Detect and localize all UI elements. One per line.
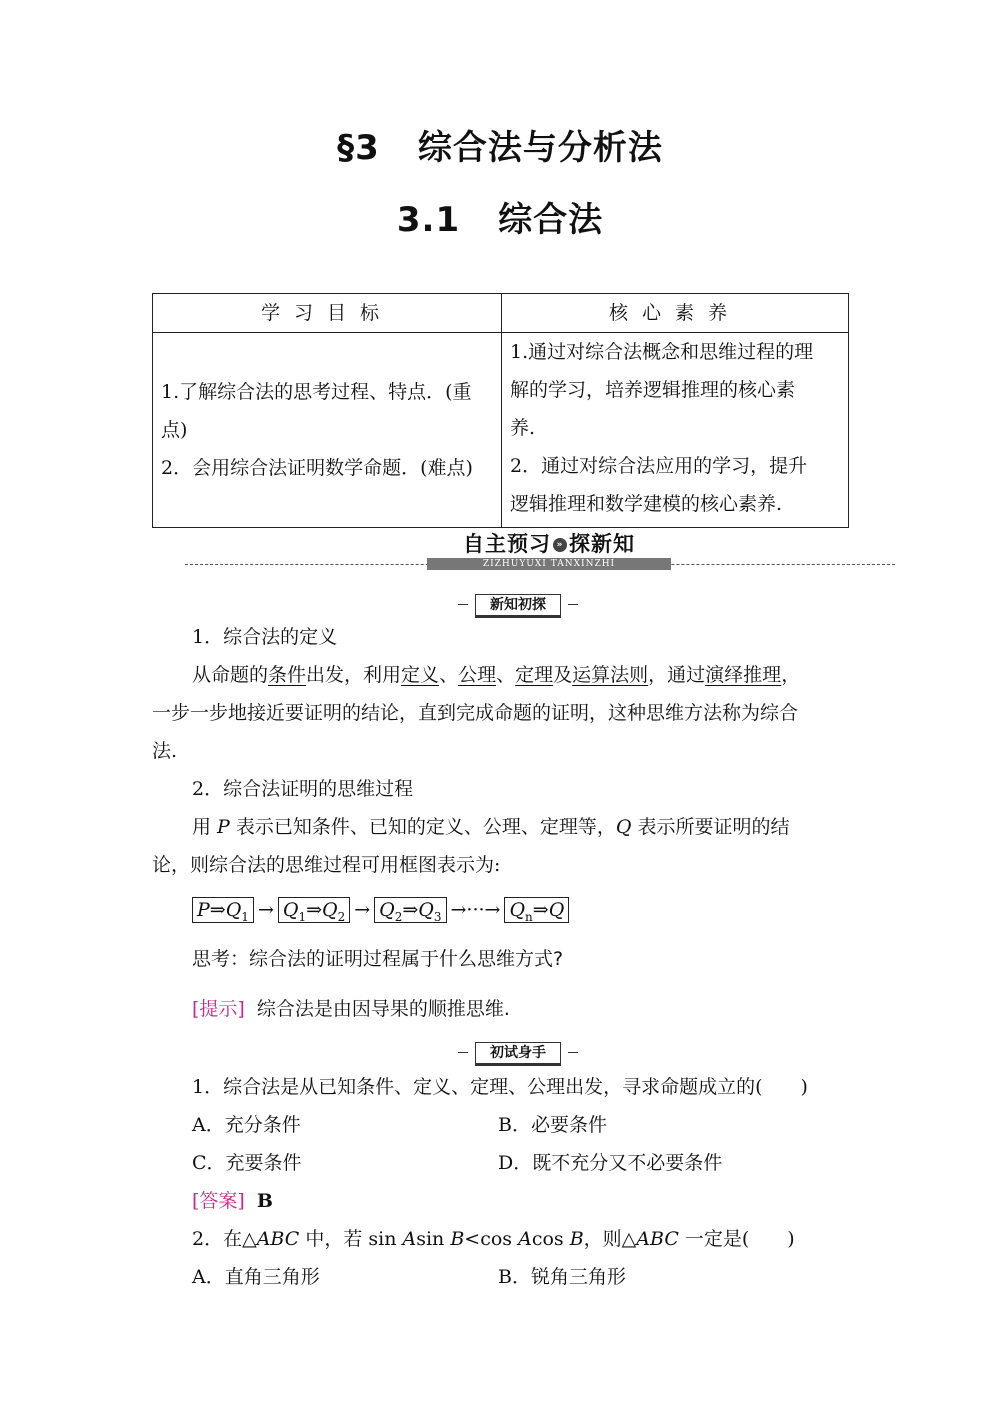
flow-box-3 bbox=[374, 897, 446, 923]
implies-symbol: ⇒ bbox=[306, 899, 322, 921]
subscript: 1 bbox=[241, 909, 249, 924]
math-var: B bbox=[569, 1228, 584, 1250]
text: 表示已知条件、已知的定义、公理、定理等， bbox=[229, 816, 616, 838]
banner-pinyin: ZIZHUYUXI TANXINZHI bbox=[427, 558, 671, 570]
q1-option-d: D．既不充分又不必要条件 bbox=[498, 1152, 723, 1174]
s1-line1 bbox=[192, 656, 800, 694]
underlined-term: 运算法则 bbox=[572, 664, 649, 686]
banner-right-text: 探新知 bbox=[569, 532, 635, 556]
text: sin bbox=[416, 1228, 451, 1250]
flow-box-1 bbox=[192, 897, 254, 923]
math-var: A bbox=[518, 1228, 532, 1250]
underlined-term: 定义 bbox=[401, 664, 440, 686]
underlined-term: 定理 bbox=[515, 664, 554, 686]
literacy-line: 逻辑推理和数学建模的核心素养. bbox=[510, 493, 783, 515]
text: ，则△ bbox=[583, 1228, 637, 1250]
core-literacy-cell bbox=[502, 333, 849, 528]
s1-line2: 一步一步地接近要证明的结论，直到完成命题的证明，这种思维方法称为综合 bbox=[152, 702, 799, 724]
section-title bbox=[0, 192, 1000, 241]
math-var: Q bbox=[282, 899, 299, 921]
hint-line bbox=[192, 990, 510, 1028]
text: 表示所要证明的结 bbox=[631, 816, 790, 838]
math-var: A bbox=[402, 1228, 417, 1250]
q1-option-a: A．充分条件 bbox=[192, 1114, 301, 1136]
math-var: Q bbox=[509, 899, 526, 921]
learning-goals-table bbox=[152, 293, 849, 528]
arrow-right-icon: → bbox=[354, 899, 371, 921]
goal-line: 点) bbox=[161, 419, 188, 441]
literacy-line: 解的学习，培养逻辑推理的核心素 bbox=[510, 379, 796, 401]
flow-box-2 bbox=[278, 897, 350, 923]
page-title bbox=[0, 120, 1000, 169]
s1-heading: 1．综合法的定义 bbox=[192, 626, 338, 648]
flow-box-4 bbox=[504, 897, 569, 923]
q1-answer bbox=[192, 1182, 273, 1220]
s2-line1 bbox=[192, 808, 790, 846]
implies-symbol: ⇒ bbox=[209, 899, 226, 921]
text: 从命题的 bbox=[192, 664, 269, 686]
learning-goals-cell bbox=[153, 333, 502, 528]
subscript: n bbox=[525, 909, 533, 924]
q1-option-b: B．必要条件 bbox=[498, 1114, 607, 1136]
hint-label: [提示] bbox=[192, 998, 245, 1020]
math-var: Q bbox=[548, 899, 565, 921]
math-var: P bbox=[197, 899, 210, 921]
section-banner bbox=[185, 530, 895, 572]
hint-text: 综合法是由因导果的顺推思维. bbox=[256, 998, 510, 1020]
goal-line: 1.了解综合法的思考过程、特点．(重 bbox=[161, 381, 472, 403]
banner-left-text: 自主预习 bbox=[463, 532, 551, 556]
text: 2．在△ bbox=[192, 1228, 257, 1250]
literacy-line: 养. bbox=[510, 417, 536, 439]
implies-symbol: ⇒ bbox=[402, 899, 419, 921]
subtitle-number: 3.1 bbox=[396, 200, 461, 240]
subscript: 1 bbox=[298, 909, 307, 924]
s2-heading: 2．综合法证明的思维过程 bbox=[192, 778, 414, 800]
text: 、 bbox=[496, 664, 516, 686]
text: 出发，利用 bbox=[306, 664, 402, 686]
math-var: P bbox=[217, 816, 230, 838]
text: 、 bbox=[439, 664, 459, 686]
s2-line2: 论，则综合法的思维过程可用框图表示为: bbox=[152, 854, 501, 876]
text: ，通过 bbox=[648, 664, 706, 686]
literacy-line: 2．通过对综合法应用的学习，提升 bbox=[510, 455, 808, 477]
q1-option-c: C．充要条件 bbox=[192, 1152, 302, 1174]
underlined-term: 公理 bbox=[458, 664, 497, 686]
math-var: ABC bbox=[636, 1228, 679, 1250]
math-var: Q bbox=[225, 899, 242, 921]
ellipsis-arrow: →···→ bbox=[450, 899, 501, 921]
literacy-line: 1.通过对综合法概念和思维过程的理 bbox=[510, 341, 814, 363]
text: 及 bbox=[553, 664, 573, 686]
tag-new-knowledge bbox=[462, 594, 574, 616]
text: 用 bbox=[192, 816, 218, 838]
goal-line: 2．会用综合法证明数学命题．(难点) bbox=[161, 457, 473, 479]
answer-value: B bbox=[256, 1190, 273, 1212]
s1-line3: 法. bbox=[152, 740, 178, 762]
text: 中，若 sin bbox=[299, 1228, 403, 1250]
text: cos bbox=[531, 1228, 570, 1250]
implies-symbol: ⇒ bbox=[532, 899, 549, 921]
math-var: B bbox=[450, 1228, 465, 1250]
title-text: 综合法与分析法 bbox=[417, 128, 663, 168]
underlined-term: 条件 bbox=[268, 664, 307, 686]
tag-try-yourself bbox=[462, 1042, 574, 1064]
text: ， bbox=[781, 664, 801, 686]
banner-label bbox=[443, 530, 655, 558]
math-var: ABC bbox=[256, 1228, 300, 1250]
subtitle-text: 综合法 bbox=[498, 200, 604, 240]
math-var: Q bbox=[379, 899, 395, 921]
q2-option-a: A．直角三角形 bbox=[192, 1266, 320, 1288]
chevron-right-icon: » bbox=[553, 538, 567, 552]
q2-option-b: B．锐角三角形 bbox=[498, 1266, 626, 1288]
underlined-term: 演绎推理 bbox=[705, 664, 782, 686]
answer-label: [答案] bbox=[192, 1190, 245, 1212]
tag-try-yourself-label: 初试身手 bbox=[475, 1042, 561, 1066]
think-question: 思考：综合法的证明过程属于什么思维方式? bbox=[192, 948, 564, 970]
q1-stem: 1．综合法是从已知条件、定义、定理、公理出发，寻求命题成立的( ) bbox=[192, 1076, 808, 1098]
flow-diagram bbox=[192, 896, 569, 924]
text: <cos bbox=[464, 1228, 519, 1250]
header-learning-goals: 学习目标 bbox=[153, 294, 502, 333]
tag-new-knowledge-label: 新知初探 bbox=[475, 594, 561, 618]
math-var: Q bbox=[418, 899, 434, 921]
subscript: 2 bbox=[337, 909, 346, 924]
subscript: 2 bbox=[394, 909, 403, 924]
text: 一定是( ) bbox=[678, 1228, 795, 1250]
subscript: 3 bbox=[433, 909, 442, 924]
header-core-literacy: 核心素养 bbox=[502, 294, 849, 333]
math-var: Q bbox=[615, 816, 632, 838]
math-var: Q bbox=[322, 899, 338, 921]
arrow-right-icon: → bbox=[257, 899, 274, 921]
title-number: §3 bbox=[337, 128, 380, 168]
q2-stem bbox=[192, 1220, 795, 1258]
